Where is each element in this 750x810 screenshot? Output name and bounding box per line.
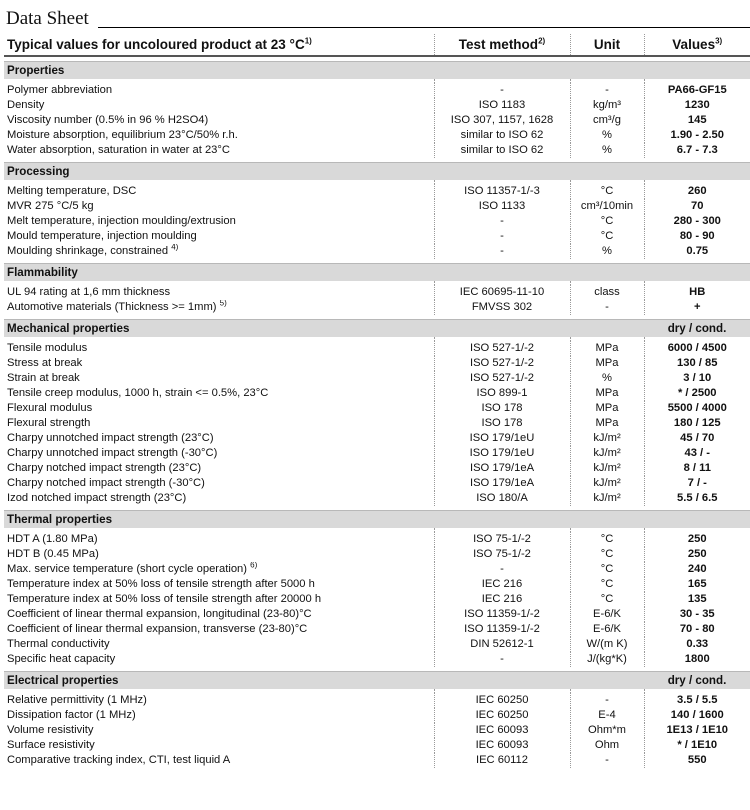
value-cell: 260 [644, 184, 750, 199]
unit-cell: J/(kg*K) [570, 652, 644, 667]
section-subtitle [644, 163, 750, 181]
property-cell: Melt temperature, injection moulding/extrusion [7, 215, 236, 227]
test-method-cell: ISO 1183 [434, 98, 570, 113]
unit-cell: - [570, 83, 644, 98]
value-cell: 45 / 70 [644, 431, 750, 446]
section-title: Processing [4, 163, 644, 181]
section-title: Flammability [4, 264, 644, 282]
table-row [4, 229, 750, 244]
value-cell: 3.5 / 5.5 [644, 693, 750, 708]
footnote-marker: 3) [715, 36, 723, 46]
property-cell: Volume resistivity [7, 724, 94, 736]
section-header [4, 672, 750, 690]
table-row [4, 637, 750, 652]
unit-cell: °C [570, 229, 644, 244]
property-cell: Temperature index at 50% loss of tensile strength after 5000 h [7, 578, 315, 590]
property-cell: Comparative tracking index, CTI, test liquid A [7, 754, 231, 766]
test-method-cell: ISO 11357-1/-3 [434, 184, 570, 199]
value-cell: 70 - 80 [644, 622, 750, 637]
value-cell: HB [644, 285, 750, 300]
value-cell: 145 [644, 113, 750, 128]
value-cell: 550 [644, 753, 750, 768]
test-method-cell: ISO 899-1 [434, 386, 570, 401]
table-row [4, 592, 750, 607]
unit-cell: % [570, 128, 644, 143]
property-cell: Strain at break [7, 372, 80, 384]
property-cell: Coefficient of linear thermal expansion, transverse (23-80)°C [7, 623, 308, 635]
footnote-marker: 4) [171, 244, 179, 252]
test-method-cell: ISO 527-1/-2 [434, 341, 570, 356]
test-method-cell: - [434, 214, 570, 229]
table-row [4, 652, 750, 667]
header-unit: Unit [570, 34, 644, 56]
value-cell: 0.75 [644, 244, 750, 259]
table-row [4, 285, 750, 300]
value-cell: * / 1E10 [644, 738, 750, 753]
property-cell: Melting temperature, DSC [7, 185, 137, 197]
table-row [4, 723, 750, 738]
table-row [4, 83, 750, 98]
unit-cell: - [570, 753, 644, 768]
header-method: Test method$^{2)}$ [434, 34, 570, 56]
property-cell: HDT B (0.45 MPa) [7, 548, 99, 560]
section-subtitle [644, 62, 750, 80]
property-cell: Automotive materials (Thickness >= 1mm) $^{5)}$ [7, 300, 227, 313]
footnote-marker: 1) [304, 36, 312, 46]
value-cell: 6000 / 4500 [644, 341, 750, 356]
value-cell: 130 / 85 [644, 356, 750, 371]
table-row [4, 98, 750, 113]
table-row [4, 244, 750, 259]
unit-cell: - [570, 300, 644, 315]
property-cell: Water absorption, saturation in water at 23°C [7, 144, 230, 156]
section-header [4, 320, 750, 338]
unit-cell: % [570, 244, 644, 259]
table-row [4, 562, 750, 577]
unit-cell: cm³/g [570, 113, 644, 128]
unit-cell: cm³/10min [570, 199, 644, 214]
test-method-cell: ISO 11359-1/-2 [434, 607, 570, 622]
unit-cell: °C [570, 577, 644, 592]
unit-cell: - [570, 693, 644, 708]
property-cell: Density [7, 99, 45, 111]
table-row [4, 577, 750, 592]
unit-cell: °C [570, 532, 644, 547]
table-row [4, 622, 750, 637]
property-cell: MVR 275 °C/5 kg [7, 200, 94, 212]
section-header [4, 163, 750, 181]
section-subtitle: dry / cond. [644, 320, 750, 338]
table-row [4, 300, 750, 315]
property-cell: Specific heat capacity [7, 653, 116, 665]
unit-cell: % [570, 371, 644, 386]
unit-cell: kJ/m² [570, 491, 644, 506]
table-row [4, 693, 750, 708]
table-row [4, 341, 750, 356]
test-method-cell: - [434, 83, 570, 98]
table-row [4, 446, 750, 461]
table-row [4, 461, 750, 476]
unit-cell: W/(m K) [570, 637, 644, 652]
section-subtitle [644, 511, 750, 529]
value-cell: 180 / 125 [644, 416, 750, 431]
section-subtitle [644, 264, 750, 282]
test-method-cell: IEC 216 [434, 592, 570, 607]
section-title: Mechanical properties [4, 320, 644, 338]
value-cell: 5.5 / 6.5 [644, 491, 750, 506]
section-title: Properties [4, 62, 644, 80]
property-cell: Tensile modulus [7, 342, 88, 354]
property-cell: Viscosity number (0.5% in 96 % H2SO4) [7, 114, 209, 126]
property-cell: Surface resistivity [7, 739, 95, 751]
table-body [4, 56, 750, 768]
unit-cell: °C [570, 547, 644, 562]
value-cell: 1.90 - 2.50 [644, 128, 750, 143]
section-header [4, 511, 750, 529]
table-row [4, 371, 750, 386]
table-row [4, 128, 750, 143]
table-row [4, 607, 750, 622]
unit-cell: kJ/m² [570, 431, 644, 446]
value-cell: * / 2500 [644, 386, 750, 401]
test-method-cell: FMVSS 302 [434, 300, 570, 315]
value-cell: 80 - 90 [644, 229, 750, 244]
test-method-cell: ISO 179/1eU [434, 431, 570, 446]
table-row [4, 547, 750, 562]
table-row [4, 738, 750, 753]
table-row [4, 431, 750, 446]
value-cell: 70 [644, 199, 750, 214]
unit-cell: % [570, 143, 644, 158]
section-header [4, 62, 750, 80]
property-cell: HDT A (1.80 MPa) [7, 533, 98, 545]
value-cell: 5500 / 4000 [644, 401, 750, 416]
value-cell: 7 / - [644, 476, 750, 491]
property-cell: Charpy notched impact strength (23°C) [7, 462, 202, 474]
test-method-cell: IEC 60112 [434, 753, 570, 768]
property-cell: Flexural strength [7, 417, 91, 429]
property-cell: Flexural modulus [7, 402, 93, 414]
table-row [4, 491, 750, 506]
test-method-cell: - [434, 244, 570, 259]
test-method-cell: ISO 75-1/-2 [434, 547, 570, 562]
test-method-cell: ISO 527-1/-2 [434, 356, 570, 371]
table-row [4, 199, 750, 214]
property-cell: Thermal conductivity [7, 638, 110, 650]
header-property: Typical values for uncoloured product at 23 $^\circ C^{1)}$ [4, 34, 434, 56]
test-method-cell: ISO 307, 1157, 1628 [434, 113, 570, 128]
page-title: Data Sheet [6, 8, 89, 29]
test-method-cell: ISO 178 [434, 416, 570, 431]
value-cell: 280 - 300 [644, 214, 750, 229]
unit-cell: MPa [570, 401, 644, 416]
footnote-marker: 6) [250, 562, 258, 570]
value-cell: 165 [644, 577, 750, 592]
value-cell: 0.33 [644, 637, 750, 652]
value-cell: 250 [644, 547, 750, 562]
unit-cell: Ohm*m [570, 723, 644, 738]
property-cell: Moisture absorption, equilibrium 23°C/50% r.h. [7, 129, 238, 141]
value-cell: 3 / 10 [644, 371, 750, 386]
unit-cell: Ohm [570, 738, 644, 753]
unit-cell: °C [570, 562, 644, 577]
test-method-cell: IEC 60250 [434, 693, 570, 708]
test-method-cell: ISO 179/1eA [434, 461, 570, 476]
property-cell: Coefficient of linear thermal expansion, longitudinal (23-80)°C [7, 608, 312, 620]
value-cell: 1E13 / 1E10 [644, 723, 750, 738]
unit-cell: E-6/K [570, 607, 644, 622]
property-cell: Polymer abbreviation [7, 84, 113, 96]
section-title: Electrical properties [4, 672, 644, 690]
value-cell: 8 / 11 [644, 461, 750, 476]
value-cell: + [644, 300, 750, 315]
unit-cell: °C [570, 592, 644, 607]
table-row [4, 532, 750, 547]
property-cell: Dissipation factor (1 MHz) [7, 709, 136, 721]
property-cell: Temperature index at 50% loss of tensile strength after 20000 h [7, 593, 322, 605]
value-cell: 135 [644, 592, 750, 607]
unit-cell: kJ/m² [570, 446, 644, 461]
table-header [4, 34, 750, 56]
property-cell: Relative permittivity (1 MHz) [7, 694, 147, 706]
section-title: Thermal properties [4, 511, 644, 529]
table-row [4, 356, 750, 371]
value-cell: 43 / - [644, 446, 750, 461]
section-subtitle: dry / cond. [644, 672, 750, 690]
test-method-cell: ISO 1133 [434, 199, 570, 214]
test-method-cell: ISO 11359-1/-2 [434, 622, 570, 637]
value-cell: 1230 [644, 98, 750, 113]
table-row [4, 386, 750, 401]
value-cell: 1800 [644, 652, 750, 667]
test-method-cell: ISO 527-1/-2 [434, 371, 570, 386]
table-row [4, 214, 750, 229]
test-method-cell: similar to ISO 62 [434, 128, 570, 143]
header-rule [98, 27, 750, 28]
unit-cell: kJ/m² [570, 476, 644, 491]
property-cell: Max. service temperature (short cycle operation) $^{6)}$ [7, 562, 258, 575]
property-cell: Mould temperature, injection moulding [7, 230, 197, 242]
unit-cell: °C [570, 184, 644, 199]
test-method-cell: - [434, 229, 570, 244]
unit-cell: °C [570, 214, 644, 229]
footnote-marker: 5) [219, 300, 227, 308]
test-method-cell: IEC 216 [434, 577, 570, 592]
property-cell: Moulding shrinkage, constrained $^{4)}$ [7, 244, 179, 257]
test-method-cell: ISO 179/1eU [434, 446, 570, 461]
test-method-cell: ISO 179/1eA [434, 476, 570, 491]
table-row [4, 476, 750, 491]
table-row [4, 416, 750, 431]
property-cell: Stress at break [7, 357, 83, 369]
test-method-cell: IEC 60250 [434, 708, 570, 723]
value-cell: 240 [644, 562, 750, 577]
table-row [4, 401, 750, 416]
test-method-cell: IEC 60093 [434, 723, 570, 738]
page-header [6, 8, 750, 34]
unit-cell: MPa [570, 356, 644, 371]
table-row [4, 184, 750, 199]
unit-cell: MPa [570, 416, 644, 431]
value-cell: 6.7 - 7.3 [644, 143, 750, 158]
unit-cell: class [570, 285, 644, 300]
datasheet-table [4, 34, 750, 768]
unit-cell: E-6/K [570, 622, 644, 637]
property-cell: Charpy notched impact strength (-30°C) [7, 477, 205, 489]
table-row [4, 708, 750, 723]
unit-cell: MPa [570, 341, 644, 356]
test-method-cell: ISO 178 [434, 401, 570, 416]
test-method-cell: IEC 60695-11-10 [434, 285, 570, 300]
value-cell: 140 / 1600 [644, 708, 750, 723]
test-method-cell: - [434, 652, 570, 667]
value-cell: 30 - 35 [644, 607, 750, 622]
unit-cell: kg/m³ [570, 98, 644, 113]
test-method-cell: ISO 75-1/-2 [434, 532, 570, 547]
table-row [4, 143, 750, 158]
table-row [4, 753, 750, 768]
property-cell: Izod notched impact strength (23°C) [7, 492, 187, 504]
test-method-cell: - [434, 562, 570, 577]
section-header [4, 264, 750, 282]
property-cell: Charpy unnotched impact strength (23°C) [7, 432, 214, 444]
header-values: Values$^{3)}$ [644, 34, 750, 56]
value-cell: 250 [644, 532, 750, 547]
value-cell: PA66-GF15 [644, 83, 750, 98]
property-cell: Charpy unnotched impact strength (-30°C) [7, 447, 218, 459]
unit-cell: MPa [570, 386, 644, 401]
property-cell: Tensile creep modulus, 1000 h, strain <= 0.5%, 23°C [7, 387, 269, 399]
property-cell: UL 94 rating at 1,6 mm thickness [7, 286, 171, 298]
table-row [4, 113, 750, 128]
test-method-cell: ISO 180/A [434, 491, 570, 506]
test-method-cell: DIN 52612-1 [434, 637, 570, 652]
unit-cell: kJ/m² [570, 461, 644, 476]
test-method-cell: IEC 60093 [434, 738, 570, 753]
unit-cell: E-4 [570, 708, 644, 723]
test-method-cell: similar to ISO 62 [434, 143, 570, 158]
footnote-marker: 2) [538, 36, 546, 46]
